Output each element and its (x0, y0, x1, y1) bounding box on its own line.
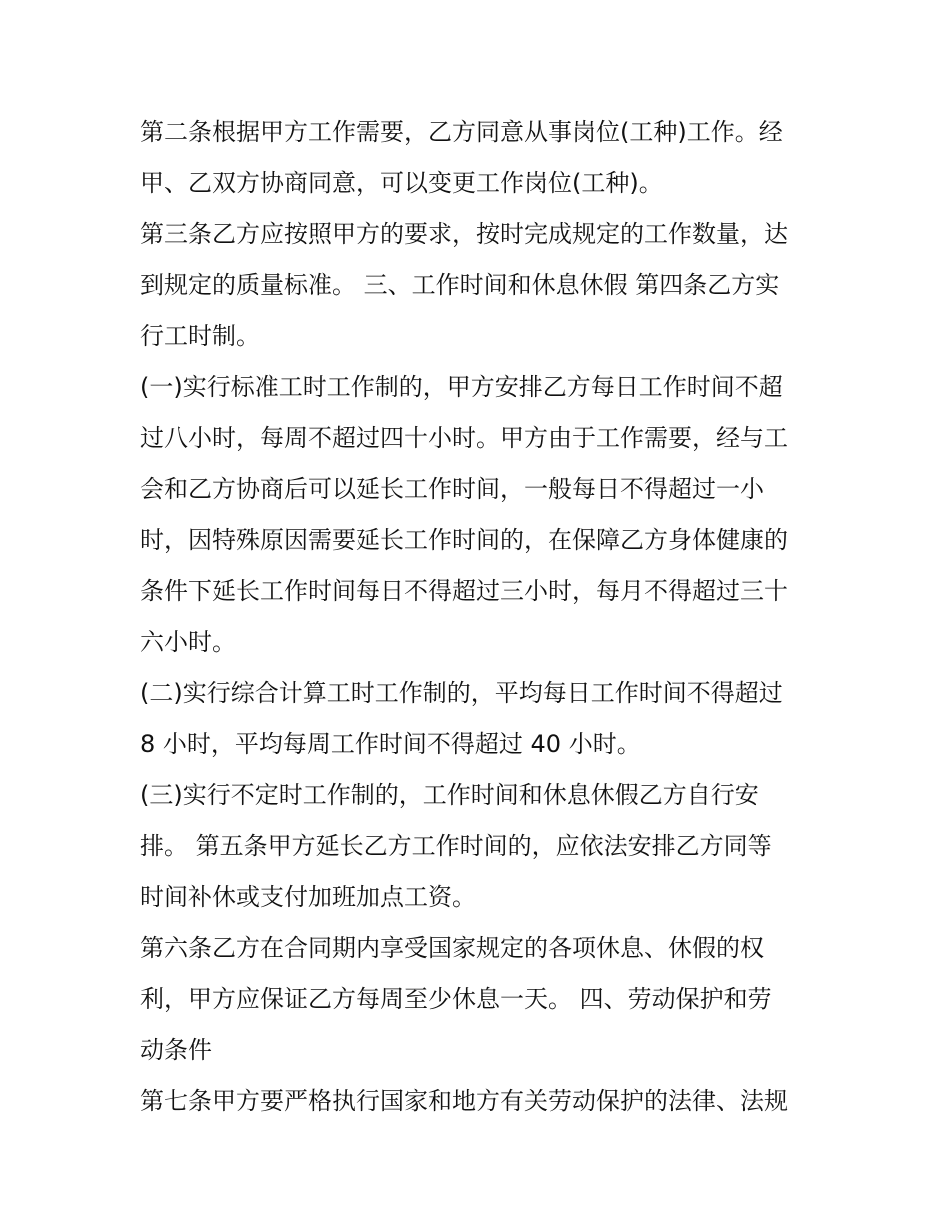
text-line: 第六条乙方在合同期内享受国家规定的各项休息、休假的权 (140, 934, 764, 962)
text-line: 排。 第五条甲方延长乙方工作时间的，应依法安排乙方同等 (140, 832, 772, 860)
text-line: 第三条乙方应按照甲方的要求，按时完成规定的工作数量，达 (140, 220, 788, 248)
text-line: (一)实行标准工时工作制的，甲方安排乙方每日工作时间不超 (140, 373, 783, 401)
text-line: 时，因特殊原因需要延长工作时间的，在保障乙方身体健康的 (140, 526, 788, 554)
text-line: 过八小时，每周不超过四十小时。甲方由于工作需要，经与工 (140, 424, 788, 452)
text-line: 会和乙方协商后可以延长工作时间，一般每日不得超过一小 (140, 475, 764, 503)
text-line: (三)实行不定时工作制的，工作时间和休息休假乙方自行安 (140, 781, 759, 809)
text-line: 甲、乙双方协商同意，可以变更工作岗位(工种)。 (140, 169, 663, 197)
text-line: 8 小时，平均每周工作时间不得超过 40 小时。 (140, 730, 641, 758)
text-line: 条件下延长工作时间每日不得超过三小时，每月不得超过三十 (140, 577, 788, 605)
text-line: 第七条甲方要严格执行国家和地方有关劳动保护的法律、法规 (140, 1087, 788, 1115)
text-line: 时间补休或支付加班加点工资。 (140, 883, 476, 911)
text-line: 利，甲方应保证乙方每周至少休息一天。 四、劳动保护和劳 (140, 985, 772, 1013)
text-line: (二)实行综合计算工时工作制的，平均每日工作时间不得超过 (140, 679, 783, 707)
document-body (140, 107, 820, 1127)
text-line: 到规定的质量标准。 三、工作时间和休息休假 第四条乙方实 (140, 271, 780, 299)
text-line: 第二条根据甲方工作需要，乙方同意从事岗位(工种)工作。经 (140, 118, 783, 146)
text-line: 行工时制。 (140, 322, 260, 350)
text-line: 六小时。 (140, 628, 236, 656)
text-line: 动条件 (140, 1036, 212, 1064)
